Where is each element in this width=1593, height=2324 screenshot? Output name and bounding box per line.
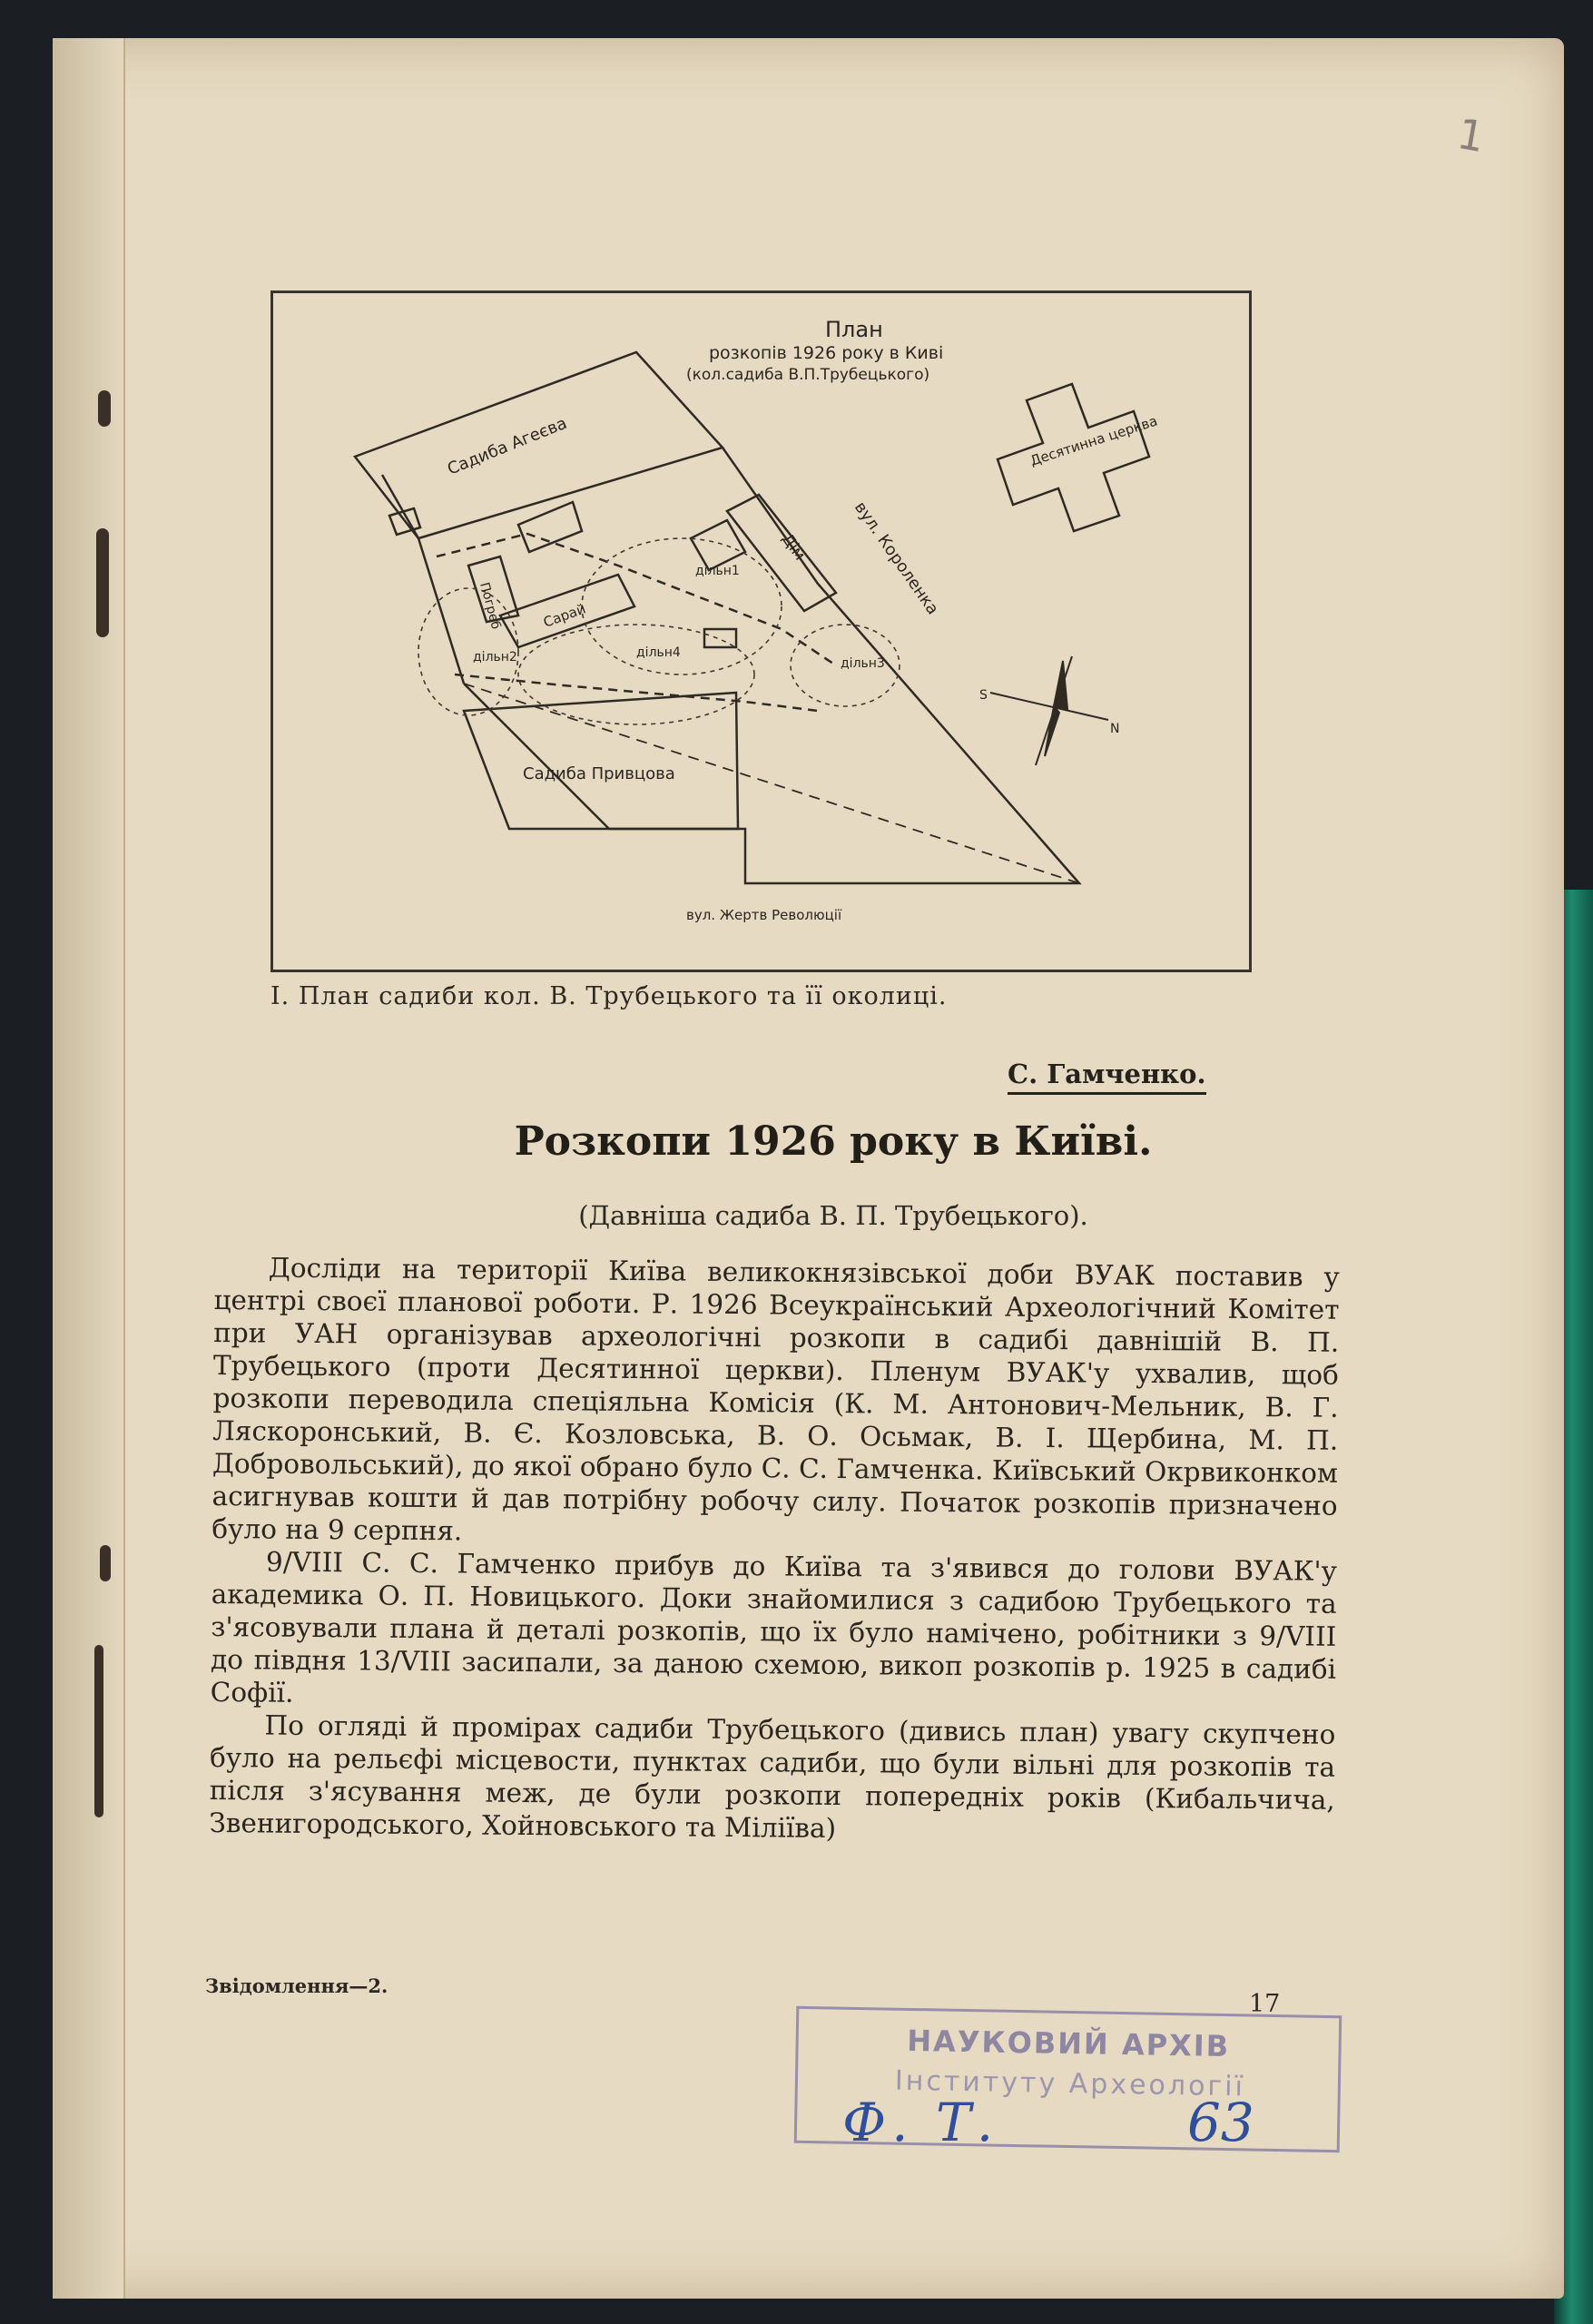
compass-rose-icon <box>990 656 1108 765</box>
dig-area-4 <box>518 625 754 724</box>
paragraph: По огляді й промірах садиби Трубецького (дивись план) увагу скупчено було на рельєфі місцевости, пунктах садиби, що були вільні для розкопів та після з'ясування меж, де були розкопи попередніх років (Кибальчича, Звенигородського, Хойновського та Міліїва) <box>209 1709 1336 1845</box>
label-dilnka-4: дільн4 <box>636 645 681 660</box>
page-number: 17 <box>1249 1990 1281 2018</box>
article-title: Розкопи 1926 року в Київі. <box>514 1118 1153 1165</box>
label-sarai: Сарай <box>541 600 588 631</box>
article-subtitle: (Давніша садиба В. П. Трубецького). <box>578 1200 1088 1231</box>
binding-hole <box>94 1645 103 1817</box>
compass-n: N <box>1110 722 1120 736</box>
compass-s: S <box>979 688 988 703</box>
binding-hole <box>100 1545 111 1581</box>
binding-hole <box>98 390 111 427</box>
stamp-line-2: Інституту Археології <box>894 2064 1246 2103</box>
label-pryvtsova: Садиба Привцова <box>523 764 675 783</box>
site-plan-drawing <box>273 293 1249 970</box>
plan-subtitle-2: (кол.садиба В.П.Трубецького) <box>686 366 930 384</box>
label-agieev: Садиба Агеєва <box>445 413 570 479</box>
figure-caption: І. План садиби кол. В. Трубецького та її околиці. <box>270 982 948 1010</box>
handwritten-code: Ф. Т. <box>842 2092 999 2153</box>
label-street-revolution: вул. Жертв Революції <box>686 907 842 923</box>
binding-hole <box>96 528 109 637</box>
label-street-korolenka: вул. Короленка <box>850 497 943 619</box>
label-dilnka-2: дільн2 <box>473 650 517 665</box>
article-body <box>209 1251 1340 1849</box>
dig-area-1 <box>582 538 782 675</box>
plan-title: План <box>825 317 883 342</box>
paragraph: Досліди на території Київа великокнязівської доби ВУАК поставив у центрі своєї планової роботи. Р. 1926 Всеукраїнський Археологічний Комітет при УАН організував археологічні розкопи в садибі давнішій В. П. Трубецького (проти Десятинної церкви). Пленум ВУАК'у ухвалив, щоб розкопи переводила спеціяльна Комісія (К. М. Антонович-Мельник, В. Г. Ляскоронський, В. Є. Козловська, В. О. Осьмак, В. І. Щербина, М. П. Добровольський), до якої обрано було С. С. Гамченка. Київський Окрвиконком асигнував кошти й дав потрібну робочу силу. Початок розкопів призначено було на 9 серпня. <box>211 1252 1340 1547</box>
label-pogreb: Погреб <box>477 580 504 631</box>
stamp-line-1: НАУКОВИЙ АРХІВ <box>906 2023 1231 2064</box>
footer-signature: Звідомлення—2. <box>205 1974 388 1997</box>
label-dilnka-1: дільн1 <box>695 564 740 578</box>
plan-subtitle-1: розкопів 1926 року в Киві <box>709 343 944 363</box>
label-desiatynna: Десятинна церква <box>1028 412 1160 469</box>
site-plan-figure <box>270 290 1252 972</box>
label-dim: Дім <box>777 530 809 565</box>
paragraph: 9/VIII С. С. Гамченко прибув до Київа та з'явився до голови ВУАК'у академика О. П. Новицького. Доки знайомилися з садибою Трубецького та з'ясовували плана й деталі розкопів, що їх було намічено, робітники з 9/VIII до півдня 13/VIII засипали, за даною схемою, викоп розкопів р. 1925 в садибі Софії. <box>210 1546 1338 1709</box>
document-page <box>53 38 1564 2299</box>
pencil-mark: 1 <box>1453 108 1489 162</box>
label-dilnka-3: дільн3 <box>841 656 885 671</box>
author-name: С. Гамченко. <box>1008 1059 1206 1095</box>
binding-spine <box>53 38 125 2299</box>
desiatynna-church-outline <box>998 384 1149 531</box>
pryvtsova-plot <box>464 693 738 829</box>
handwritten-number: 63 <box>1187 2092 1254 2153</box>
agieev-house <box>518 502 582 552</box>
